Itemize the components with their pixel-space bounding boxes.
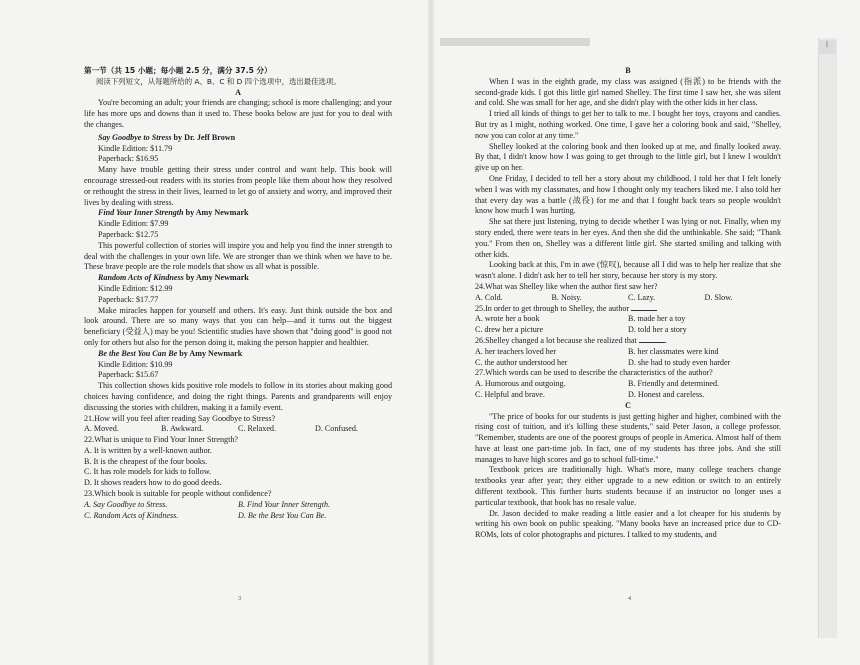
b-paragraph: I tried all kinds of things to get her to talk to me. I bought her toys, crayons and candies. But try as I might, nothing worked. One time, I gave her a coloring book and said, "Shelley, now you can color at any time.": [475, 109, 781, 140]
book-paper-1: Paperback: $16.95: [98, 154, 159, 164]
b-paragraph: One Friday, I decided to tell her a story about my childhood. I told her that I felt lonely when I was with my classmates, and how I thought only my teachers liked me. I also told her that every day was a battle (战役) for me and that I fought back tears so people wouldn't know how much I was hurting.: [475, 173, 781, 216]
question-25-options-2: [475, 325, 781, 336]
question-26-options: [475, 347, 781, 358]
b-paragraph: Shelley looked at the coloring book and then looked up at me, and finally looked away. By that, I didn't know how I was going to get through to the little girl, but I knew I wouldn't give up on her.: [475, 141, 781, 173]
book-kindle-4: Kindle Edition: $10.99: [98, 359, 173, 369]
left-page: [84, 30, 392, 521]
question-23: 23.Which book is suitable for people without confidence?: [84, 489, 272, 499]
option: B. It is the cheapest of the four books.: [84, 456, 208, 466]
option: B. Find Your Inner Strength.: [238, 499, 331, 509]
option: D. told her a story: [628, 325, 687, 335]
option: B. Friendly and determined.: [628, 379, 720, 389]
instruction: 阅读下列短文，从每题所给的 A、B、C 和 D 四个选项中，选出最佳选项。: [96, 76, 341, 86]
question-23-options: [84, 500, 392, 511]
question-21-options: [84, 424, 392, 435]
question-24-options: [475, 293, 781, 304]
book-kindle-3: Kindle Edition: $12.99: [98, 283, 173, 293]
option: D. It shows readers how to do good deeds.: [84, 478, 222, 488]
option: A. Humorous and outgoing.: [475, 379, 566, 389]
option: C. Helpful and brave.: [475, 389, 545, 399]
page-tab: ||: [818, 40, 836, 54]
question-23-options-2: [84, 511, 392, 522]
section-header: 第一节（共 15 小题；每小题 2.5 分，满分 37.5 分）: [84, 66, 272, 75]
option: C. the author understood her: [475, 357, 568, 367]
option: C. drew her a picture: [475, 325, 544, 335]
option: C. Random Acts of Kindness.: [84, 510, 179, 520]
book-title-2: Find Your Inner Strength by Amy Newmark: [98, 208, 249, 218]
question-25-options: [475, 314, 781, 325]
right-page: [475, 30, 781, 541]
book-desc-1: Many have trouble getting their stress under control and want help. This book will encourage stressed-out readers with its stories from people like them about how they resolved or rethought the stress in their lives, learned to let go of anxiety and worry, and improved their lives by dealing with stress.: [84, 165, 392, 207]
option: A. Moved.: [84, 424, 119, 434]
passage-label-c: C: [625, 400, 631, 410]
option: C. Lazy.: [628, 292, 656, 302]
b-paragraph: When I was in the eighth grade, my class was assigned (指派) to be friends with the second-grade kids. I got this little girl named Shelley. The first time I saw her, she was silent and cold. She was small for her age, and she didn't play with the other kids in her class.: [475, 76, 781, 108]
option: A. Cold.: [475, 292, 503, 302]
c-paragraph: "The price of books for our students is just getting higher and higher, combined with the rising cost of tuition, and it's killing these students," said Peter Jason, a college professor. "Remember, students are one of the poorest groups of people in America. Almost half of them have at least one part-time job. In fact, one of my students has three jobs. And she still manages to have high scores and go to school full-time.": [475, 411, 781, 464]
option: C. It has role models for kids to follow.: [84, 467, 212, 477]
page-fold: [428, 0, 434, 665]
question-21: 21.How will you feel after reading Say Goodbye to Stress?: [84, 413, 276, 423]
book-paper-2: Paperback: $12.75: [98, 229, 159, 239]
b-paragraph: Looking back at this, I'm in awe (惊叹), because all I did was to help her realize that she wasn't alone. I didn't ask her to tell her story, because her story is my story.: [475, 260, 781, 281]
question-27-options: [475, 379, 781, 390]
book-paper-3: Paperback: $17.77: [98, 294, 159, 304]
option: D. Honest and careless.: [628, 389, 705, 399]
book-desc-3: Make miracles happen for yourself and others. It's easy. Just think outside the box and look around. There are so many ways that you can help—and it turns out the biggest beneficiary (受益人) may be you! Scientific studies have shown that "doing good" is good not only for others but also for the person doing it, making the person happier and healthier.: [84, 305, 392, 347]
book-title-3: Random Acts of Kindness by Amy Newmark: [98, 273, 249, 283]
b-paragraph: She sat there just listening, trying to decide whether I was lying or not. Finally, when my story ended, there were tears in her eyes. And then she did the unthinkable. She said; "Thank you." From then on, Shelley was a different little girl. She started smiling and talking with other kids.: [475, 217, 781, 259]
book-desc-4: This collection shows kids positive role models to follow in its stories about making good choices having confidence, and doing the right things. Parents and grandparents will enjoy discussing the stories with children, making it a family event.: [84, 381, 392, 412]
option: D. Slow.: [704, 292, 733, 302]
question-26: 26.Shelley changed a lot because she realized that .: [475, 335, 667, 345]
book-title-4: Be the Best You Can Be by Amy Newmark: [98, 348, 243, 358]
option: B. Awkward.: [161, 424, 204, 434]
option: A. It is written by a well-known author.: [84, 445, 212, 455]
option: B. her classmates were kind: [628, 346, 719, 356]
option: B. Noisy.: [551, 292, 582, 302]
question-27-options-2: [475, 390, 781, 401]
option: B. made her a toy: [628, 314, 686, 324]
option: D. she had to study even harder: [628, 357, 731, 367]
question-26-options-2: [475, 358, 781, 369]
passage-label-b: B: [625, 66, 631, 75]
answer-blank: [631, 310, 657, 311]
c-paragraph: Textbook prices are traditionally high. What's more, many college teachers change textbooks year after year; they either upgrade to a new edition or switch to an entirely different textbook. This further hurts students because if an instructor no longer uses a particular textbook, that book has no resale value.: [475, 465, 781, 507]
book-kindle-1: Kindle Edition: $11.79: [98, 143, 173, 153]
question-24: 24.What was Shelley like when the author first saw her?: [475, 281, 658, 291]
option: D. Confused.: [315, 424, 358, 434]
answer-blank: [639, 342, 665, 343]
option: A. wrote her a book: [475, 314, 540, 324]
page-number-right: 4: [628, 596, 631, 602]
book-desc-2: This powerful collection of stories will inspire you and help you find the inner strength to deal with the challenges in your own life. We are stronger than we think when we have to be. These brave people are the role models that show us all what is possible.: [84, 240, 392, 272]
book-title-1: Say Goodbye to Stress by Dr. Jeff Brown: [98, 132, 236, 142]
option: A. her teachers loved her: [475, 346, 557, 356]
option: C. Relaxed.: [238, 424, 276, 434]
intro-paragraph: You're becoming an adult; your friends are changing; school is more challenging; and your life has more ups and downs than it used to. These books below are just for you to deal with the changes.: [84, 98, 392, 129]
c-paragraph: Dr. Jason decided to make reading a little easier and a lot cheaper for his students by writing his own book on public speaking. "Many books have an increased price due to CD-ROMs, lots of color photographs and pictures. I talked to my students, and: [475, 508, 781, 540]
book-kindle-2: Kindle Edition: $7.99: [98, 219, 169, 229]
page-number-left: 3: [238, 596, 241, 602]
book-paper-4: Paperback: $15.67: [98, 370, 159, 380]
option: D. Be the Best You Can Be.: [238, 510, 327, 520]
passage-label-a: A: [235, 87, 241, 97]
question-22: 22.What is unique to Find Your Inner Strength?: [84, 435, 238, 445]
question-27: 27.Which words can be used to describe the characteristics of the author?: [475, 368, 713, 378]
question-25: 25.In order to get through to Shelley, the author: [475, 304, 781, 315]
scanner-edge: [818, 38, 837, 638]
option: A. Say Goodbye to Stress.: [84, 499, 168, 509]
